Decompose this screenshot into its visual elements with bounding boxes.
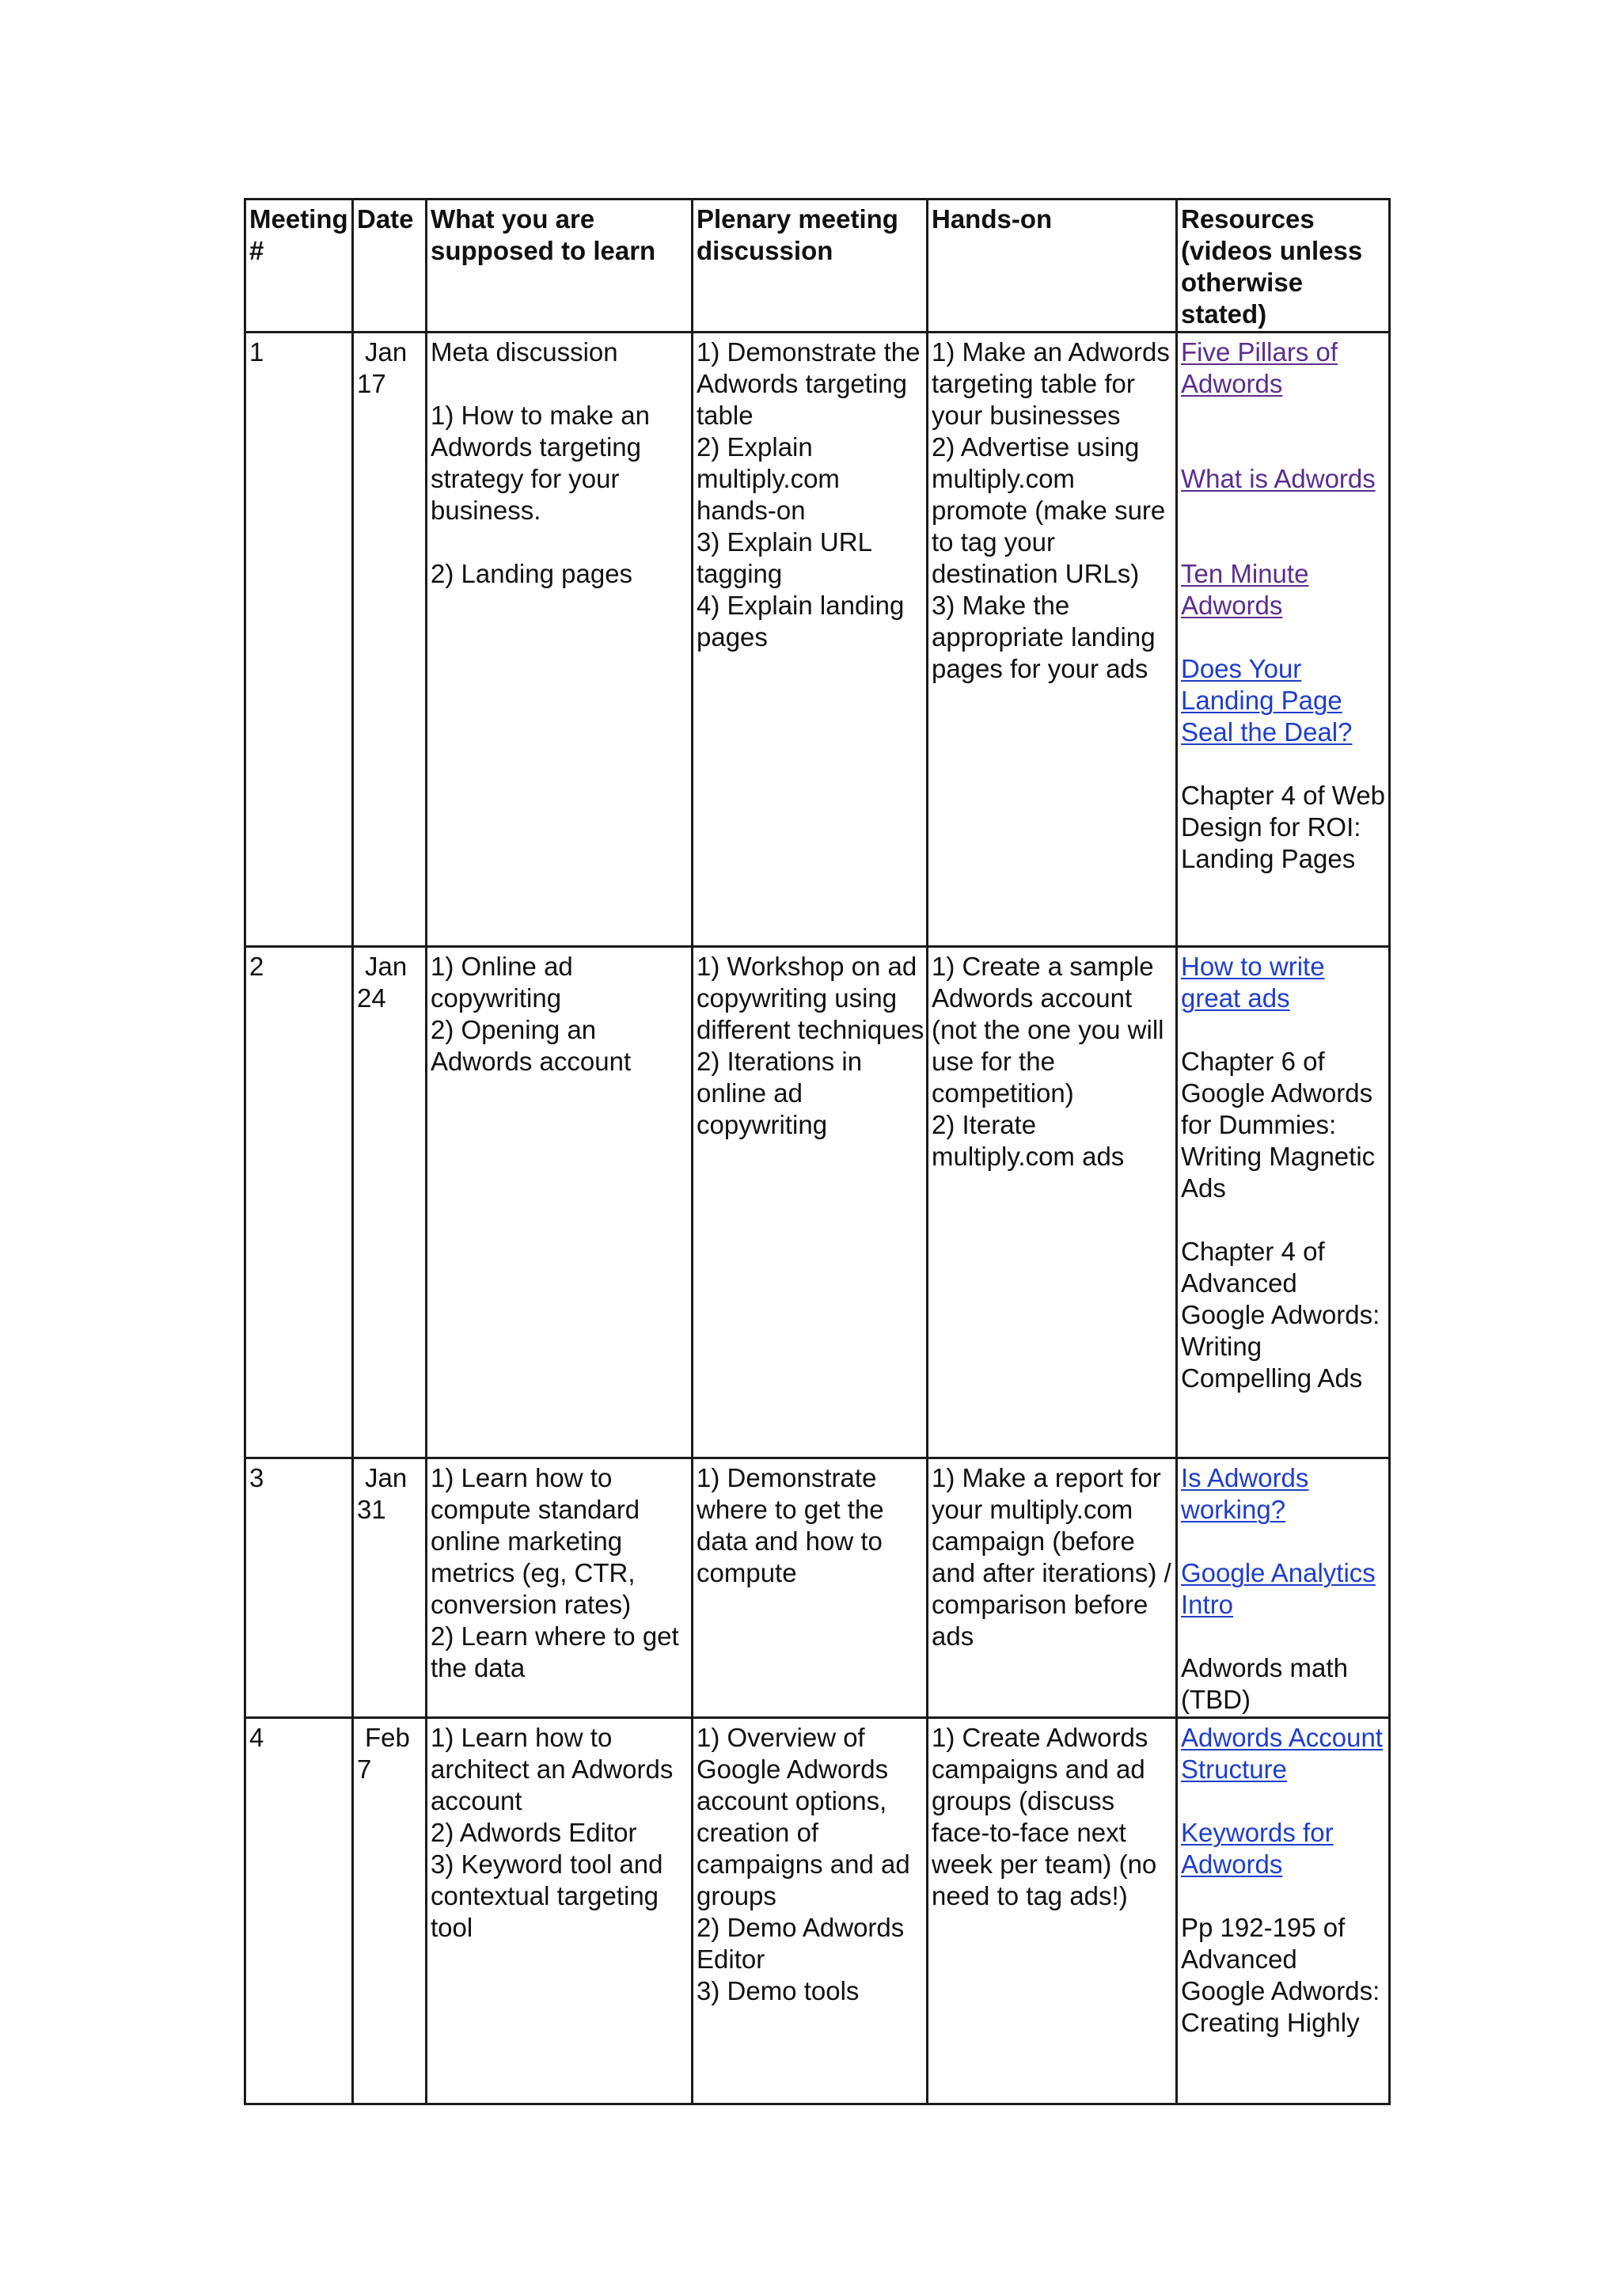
resources-cell: [1177, 947, 1390, 1458]
meeting-number: 4: [249, 1723, 264, 1752]
meeting-number: 2: [249, 952, 264, 981]
date-day: 31: [357, 1495, 386, 1524]
blank-line: [1181, 1880, 1388, 1912]
resources-cell: [1177, 333, 1390, 947]
resource-link[interactable]: Five Pillars of Adwords: [1181, 337, 1338, 398]
date-day: 24: [357, 983, 386, 1013]
date-cell: [353, 947, 427, 1458]
date-month: Jan: [365, 1463, 408, 1492]
blank-line: [1181, 431, 1388, 463]
header-row: [245, 200, 1390, 333]
table-row: [245, 947, 1390, 1458]
blank-line: [1181, 1014, 1388, 1046]
handson-line: 1) Make a report for your multiply.com campaign (before and after iterations) / comparison before ads: [932, 1463, 1171, 1651]
learn-line: 1) How to make an Adwords targeting strategy for your business.: [431, 401, 650, 525]
learn-cell: [427, 947, 693, 1458]
learn-line: Meta discussion: [431, 337, 618, 367]
header-date: Date: [353, 200, 427, 333]
resource-link[interactable]: Does Your Landing Page Seal the Deal?: [1181, 654, 1353, 747]
meeting-number: 1: [249, 337, 264, 367]
handson-line: 1) Create a sample Adwords account (not the one you will use for the competition): [932, 952, 1164, 1108]
resource-text: Pp 192-195 of Advanced Google Adwords: Creating Highly: [1181, 1913, 1380, 2037]
meeting-number: 3: [249, 1463, 264, 1492]
blank-line: [1181, 1621, 1388, 1652]
resource-text: Chapter 6 of Google Adwords for Dummies: Writing Magnetic Ads: [1181, 1047, 1376, 1203]
handson-cell: [928, 1718, 1177, 2104]
learn-line: 1) Learn how to compute standard online marketing metrics (eg, CTR, conversion rates): [431, 1463, 640, 1619]
blank-line: [1181, 748, 1388, 780]
resource-link[interactable]: Google Analytics Intro: [1181, 1558, 1376, 1619]
meeting-number-cell: [245, 1718, 353, 2104]
plenary-cell: [693, 1718, 928, 2104]
blank-line: [1181, 1204, 1388, 1236]
learn-cell: [427, 333, 693, 947]
learn-line: 2) Adwords Editor: [431, 1818, 637, 1847]
blank-line: [1181, 400, 1388, 431]
handson-line: 1) Make an Adwords targeting table for your businesses: [932, 337, 1170, 430]
meeting-number-cell: [245, 1458, 353, 1718]
learn-line: 1) Online ad copywriting: [431, 952, 573, 1013]
plenary-line: 1) Overview of Google Adwords account options, creation of campaigns and ad groups: [697, 1723, 910, 1910]
header-plenary: Plenary meeting discussion: [693, 200, 928, 333]
learn-cell: [427, 1718, 693, 2104]
handson-line: 2) Iterate multiply.com ads: [932, 1110, 1125, 1171]
course-schedule-table: [244, 198, 1391, 2105]
date-month: Jan: [365, 337, 408, 367]
plenary-line: 1) Workshop on ad copywriting using different techniques: [697, 952, 924, 1044]
handson-cell: [928, 1458, 1177, 1718]
date-month: Feb: [365, 1723, 410, 1752]
header-handson: Hands-on: [928, 200, 1177, 333]
meeting-number-cell: [245, 947, 353, 1458]
table-row: [245, 1458, 1390, 1718]
handson-line: 3) Make the appropriate landing pages for your ads: [932, 591, 1156, 683]
plenary-cell: [693, 1458, 928, 1718]
blank-line: [1181, 526, 1388, 558]
plenary-line: 4) Explain landing pages: [697, 591, 905, 652]
plenary-cell: [693, 333, 928, 947]
plenary-line: 1) Demonstrate the Adwords targeting table: [697, 337, 921, 430]
blank-line: [431, 526, 691, 558]
table-row: [245, 1718, 1390, 2104]
plenary-line: 2) Demo Adwords Editor: [697, 1913, 905, 1974]
plenary-line: 1) Demonstrate where to get the data and how to compute: [697, 1463, 884, 1587]
blank-line: [431, 368, 691, 400]
plenary-line: 3) Explain URL tagging: [697, 527, 871, 588]
date-day: 7: [357, 1754, 372, 1784]
blank-line: [1181, 1526, 1388, 1557]
plenary-line: 3) Demo tools: [697, 1976, 860, 2005]
date-cell: [353, 333, 427, 947]
learn-line: 3) Keyword tool and contextual targeting tool: [431, 1849, 663, 1942]
resources-cell: [1177, 1458, 1390, 1718]
blank-line: [1181, 622, 1388, 653]
resource-link[interactable]: Keywords for Adwords: [1181, 1818, 1334, 1879]
header-resources: Resources (videos unless otherwise stated): [1177, 200, 1390, 333]
learn-line: 2) Learn where to get the data: [431, 1621, 679, 1682]
resource-text: Chapter 4 of Web Design for ROI: Landing Pages: [1181, 781, 1386, 873]
plenary-line: 2) Iterations in online ad copywriting: [697, 1047, 863, 1139]
date-cell: [353, 1458, 427, 1718]
plenary-cell: [693, 947, 928, 1458]
meeting-number-cell: [245, 333, 353, 947]
table-row: [245, 333, 1390, 947]
handson-cell: [928, 333, 1177, 947]
header-meeting: Meeting #: [245, 200, 353, 333]
handson-line: 1) Create Adwords campaigns and ad groups (discuss face-to-face next week per team) (no need to tag ads!): [932, 1723, 1157, 1910]
resource-text: Chapter 4 of Advanced Google Adwords: Writing Compelling Ads: [1181, 1237, 1380, 1393]
date-day: 17: [357, 369, 386, 398]
date-cell: [353, 1718, 427, 2104]
header-learn: What you are supposed to learn: [427, 200, 693, 333]
blank-line: [1181, 495, 1388, 526]
resource-link[interactable]: Is Adwords working?: [1181, 1463, 1309, 1524]
resources-cell: [1177, 1718, 1390, 2104]
learn-line: 2) Opening an Adwords account: [431, 1015, 632, 1076]
date-month: Jan: [365, 952, 408, 981]
handson-cell: [928, 947, 1177, 1458]
resource-link[interactable]: Ten Minute Adwords: [1181, 559, 1309, 620]
learn-line: 2) Landing pages: [431, 559, 633, 588]
resource-link[interactable]: What is Adwords: [1181, 464, 1376, 493]
handson-line: 2) Advertise using multiply.com promote (make sure to tag your destination URLs): [932, 432, 1166, 588]
learn-line: 1) Learn how to architect an Adwords account: [431, 1723, 674, 1815]
resource-link[interactable]: Adwords Account Structure: [1181, 1723, 1383, 1784]
blank-line: [1181, 1785, 1388, 1817]
learn-cell: [427, 1458, 693, 1718]
resource-link[interactable]: How to write great ads: [1181, 952, 1325, 1013]
resource-text: Adwords math (TBD): [1181, 1653, 1348, 1714]
plenary-line: 2) Explain multiply.com hands-on: [697, 432, 840, 525]
